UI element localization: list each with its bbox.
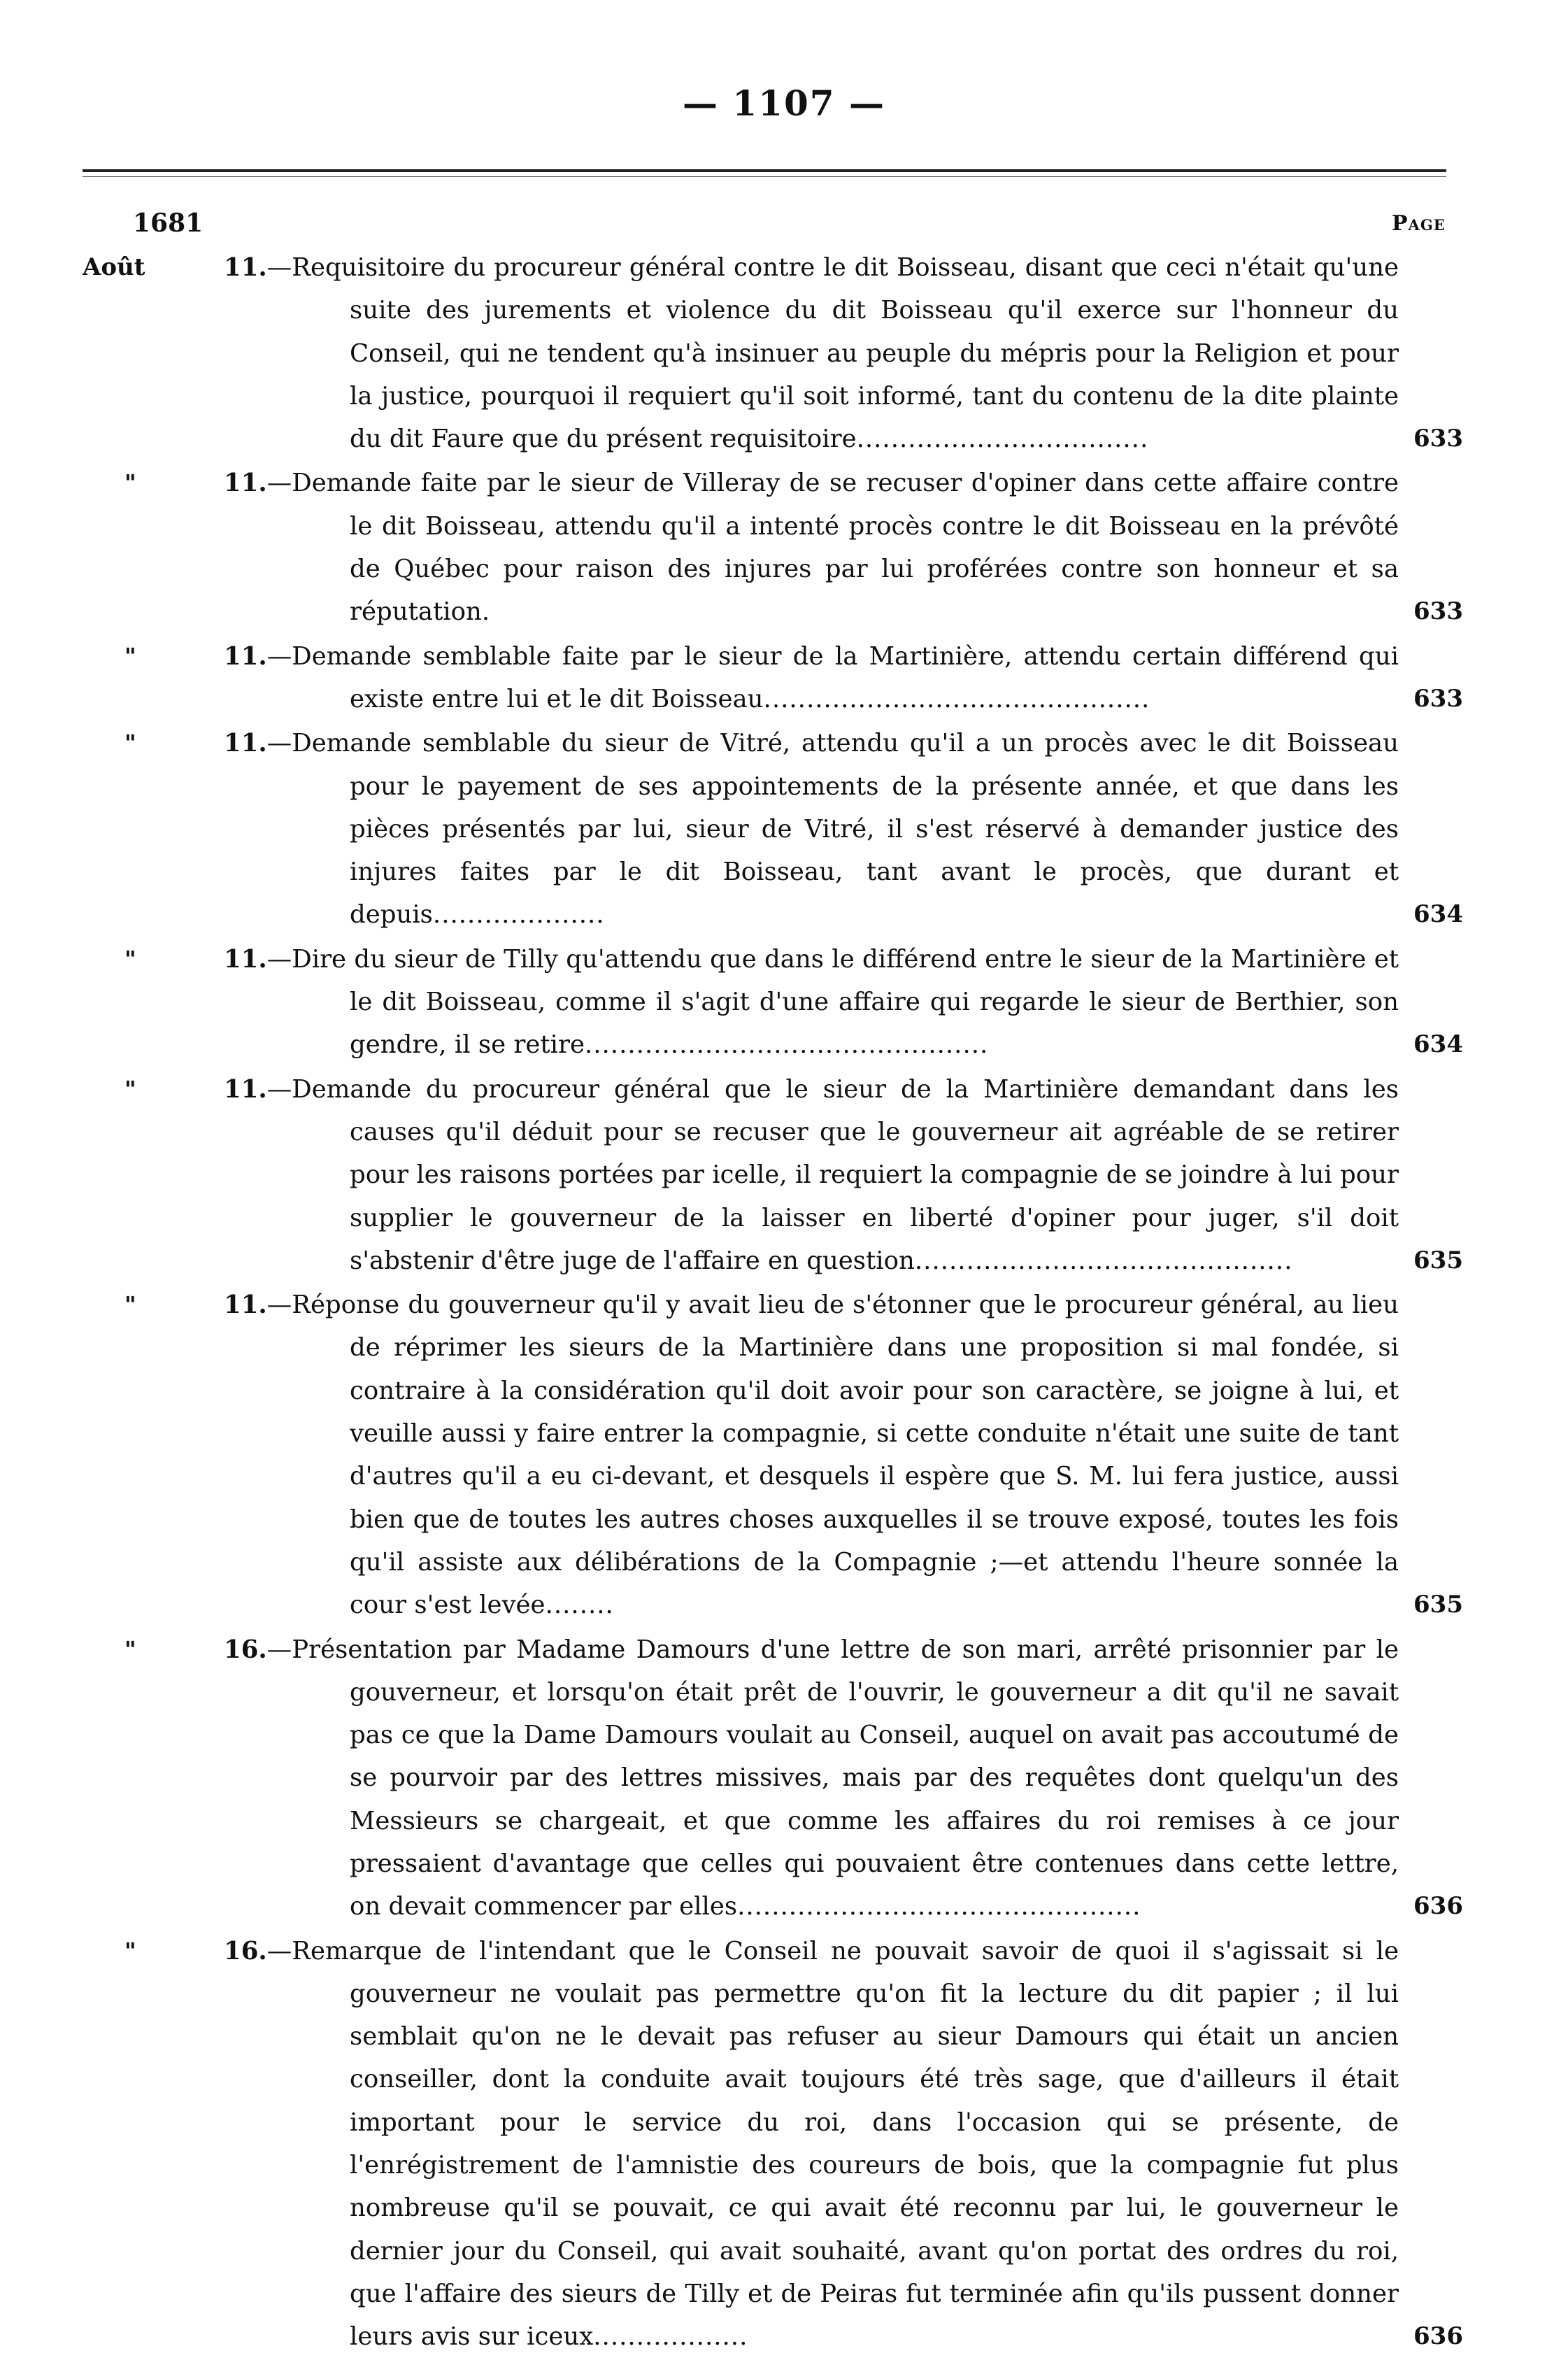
entry-day: 11. — [224, 944, 267, 974]
entry-month-ditto: " — [124, 1635, 136, 1663]
list-item — [0, 246, 1568, 460]
entry-body: —Remarque de l'intendant que le Conseil ne pouvait savoir de quoi il s'agissait si le gouverneur ne voulait pas permettre qu'on fit la lecture du dit papier ; il lui semblait qu'on ne le devait pas refuser au sieur Damours qui était un ancien conseiller, dont la conduite avait toujours été très sage, que d'ailleurs il était important pour le service du roi, dans l'occasion qui se présente, de l'enrégistrement de l'amnistie des coureurs de bois, que la compagnie fut plus nombreuse qu'il se pouvait, ce qui avait été reconnu par lui, le gouverneur le dernier jour du Conseil, qui avait souhaité, avant qu'on portat des ordres du roi, que l'affaire des sieurs de Tilly et de Peiras fut terminée afin qu'ils pussent donner leurs avis sur iceux — [266, 1936, 1399, 2352]
entry-page-number: 633 — [1413, 684, 1463, 713]
entry-page-number: 633 — [1413, 597, 1463, 626]
leader-dots: ............................................. — [763, 684, 1150, 713]
year-label: 1681 — [133, 208, 204, 238]
entry-month-ditto: " — [124, 1075, 136, 1102]
list-item — [0, 462, 1568, 633]
entry-text — [224, 722, 1399, 936]
header-rule — [83, 169, 1446, 172]
entry-day: 11. — [224, 1074, 267, 1104]
list-item — [0, 1068, 1568, 1282]
entry-month: Août — [83, 253, 145, 281]
entry-month-ditto: " — [124, 945, 136, 972]
leader-dots: ............................................... — [737, 1892, 1141, 1921]
entry-body: —Présentation par Madame Damours d'une lettre de son mari, arrêté prisonnier par le gouverneur, et lorsqu'on était prêt de l'ouvrir, le gouverneur a dit qu'il ne savait pas ce que la Dame Damours voulait au Conseil, auquel on avait pas accoutumé de se pourvoir par des lettres missives, mais par des requêtes dont quelqu'un des Messieurs se chargeait, et que comme les affaires du roi remises à ce jour pressaient d'avantage que celles qui pouvaient être contenues dans cette lettre, on devait commencer par elles — [266, 1635, 1399, 1921]
entry-month-ditto: " — [124, 469, 136, 497]
leader-dots: ........ — [545, 1591, 614, 1620]
entry-body: —Requisitoire du procureur général contre le dit Boisseau, disant que ceci n'était qu'une suite des jurements et violence du dit Boisseau qu'il exerce sur l'honneur du Conseil, qui ne tendent qu'à insinuer au peuple du mépris pour la Religion et pour la justice, pourquoi il requiert qu'il soit informé, tant du contenu de la dite plainte du dit Faure que du présent requisitoire — [266, 253, 1399, 454]
entry-text — [224, 938, 1399, 1067]
list-item — [0, 635, 1568, 721]
entry-body: —Dire du sieur de Tilly qu'attendu que dans le différend entre le sieur de la Martinière et le dit Boisseau, comme il s'agit d'une affaire qui regarde le sieur de Berthier, son gendre, il se retire — [266, 944, 1399, 1060]
leader-dots: ............................................ — [914, 1246, 1293, 1275]
entry-day: 11. — [224, 729, 267, 758]
entry-text — [224, 1284, 1399, 1626]
entry-page-number: 634 — [1413, 1030, 1463, 1059]
list-item — [0, 1628, 1568, 1928]
entry-month-ditto: " — [124, 642, 136, 669]
entry-list — [0, 246, 1568, 2360]
list-item — [0, 938, 1568, 1067]
entry-body: —Demande du procureur général que le sieur de la Martinière demandant dans les causes qu'il déduit pour se recuser que le gouverneur ait agréable de se retirer pour les raisons portées par icelle, il requiert la compagnie de se joindre à lui pour supplier le gouverneur de la laisser en liberté d'opiner pour juger, s'il doit s'abstenir d'être juge de l'affaire en question — [266, 1074, 1399, 1275]
entry-page-number: 636 — [1413, 1892, 1463, 1921]
entry-body: —Demande faite par le sieur de Villeray de se recuser d'opiner dans cette affaire contre le dit Boisseau, attendu qu'il a intenté procès contre le dit Boisseau en la prévôté de Québec pour raison des injures par lui proférées contre son honneur et sa réputation. — [266, 469, 1399, 627]
entry-day: 11. — [224, 469, 267, 498]
list-item — [0, 1284, 1568, 1626]
entry-text — [224, 635, 1399, 721]
leader-dots: .................................. — [856, 425, 1149, 454]
entry-day: 11. — [224, 253, 267, 282]
entry-month-ditto: " — [124, 1291, 136, 1318]
entry-page-number: 635 — [1413, 1246, 1463, 1274]
entry-body: —Demande semblable faite par le sieur de la Martinière, attendu certain différend qui existe entre lui et le dit Boisseau — [266, 641, 1399, 713]
entry-text — [224, 1068, 1399, 1282]
entry-body: —Demande semblable du sieur de Vitré, attendu qu'il a un procès avec le dit Boisseau pour le payement de ses appointements de la présente année, et que dans les pièces présentés par lui, sieur de Vitré, il s'est réservé à demander justice des injures faites par le dit Boisseau, tant avant le procès, que durant et depuis — [266, 729, 1399, 930]
entry-page-number: 633 — [1413, 425, 1463, 453]
entry-text — [224, 1628, 1399, 1928]
entry-day: 16. — [224, 1936, 267, 1966]
entry-day: 11. — [224, 1291, 267, 1320]
entry-day: 11. — [224, 641, 267, 671]
entry-body: —Réponse du gouverneur qu'il y avait lieu de s'étonner que le procureur général, au lieu de réprimer les sieurs de la Martinière dans une proposition si mal fondée, si contraire à la considération qu'il doit avoir pour son caractère, se joigne à lui, et veuille aussi y faire entrer la compagnie, si cette conduite n'était une suite de tant d'autres qu'il a eu ci-devant, et desquels il espère que S. M. lui fera justice, aussi bien que de toutes les autres choses auxquelles il se trouve exposé, toutes les fois qu'il assiste aux délibérations de la Compagnie ;—et attendu l'heure sonnée la cour s'est levée — [266, 1291, 1399, 1620]
entry-day: 16. — [224, 1635, 267, 1664]
entry-page-number: 636 — [1413, 2322, 1463, 2351]
entry-month-ditto: " — [124, 1937, 136, 1964]
page-column-label: Page — [1392, 211, 1446, 236]
leader-dots: .................. — [593, 2322, 748, 2352]
header-rule-thin — [83, 176, 1446, 177]
list-item — [0, 722, 1568, 936]
page-number: — 1107 — — [683, 83, 885, 124]
leader-dots: .................... — [432, 900, 605, 930]
entry-text — [224, 462, 1399, 633]
entry-page-number: 634 — [1413, 900, 1463, 929]
entry-month-ditto: " — [124, 730, 136, 757]
entry-page-number: 635 — [1413, 1591, 1463, 1619]
leader-dots: ............................................... — [584, 1030, 989, 1060]
entry-text — [224, 246, 1399, 460]
